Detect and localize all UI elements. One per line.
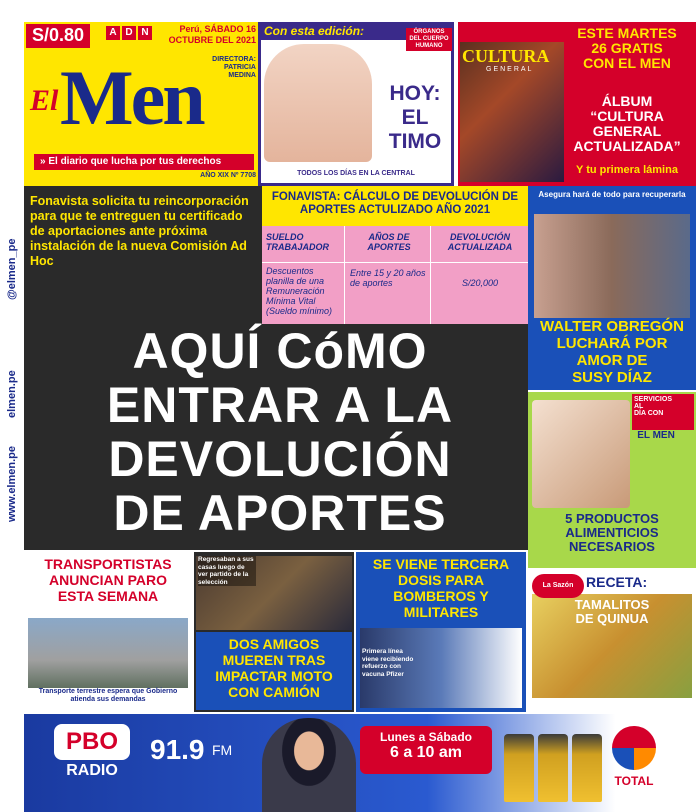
headline-line: WALTER OBREGÓN — [540, 318, 684, 335]
table-header: AÑOS DE APORTES — [367, 232, 411, 252]
headline-line: DEVOLUCIÓN — [108, 431, 452, 487]
radio-frequency: 91.9 — [150, 734, 205, 765]
issue-number: AÑO XIX Nº 7708 — [200, 172, 256, 179]
organos-badge — [406, 28, 452, 51]
cultura-promo-text — [560, 26, 694, 71]
table-divider — [262, 262, 528, 263]
logo-el: El — [30, 84, 59, 117]
cultura-title: CULTURA — [462, 46, 550, 66]
couple-photo — [534, 214, 690, 318]
hoy-line: HOY: — [389, 82, 441, 105]
table-cell: Entre 15 y 20 años de aportes — [350, 268, 426, 288]
kitchen-photo — [532, 400, 630, 508]
headline-line: TRANSPORTISTAS — [44, 556, 172, 572]
badge-line: ÓRGANOS — [413, 29, 445, 35]
total-label: TOTAL — [614, 774, 654, 788]
refund-table-title: FONAVISTA: CÁLCULO DE DEVOLUCIÓN DE APORTES ACTULIZADO AÑO 2021 — [262, 186, 528, 226]
headline-line: IMPACTAR MOTO — [215, 668, 333, 684]
edition-footer: TODOS LOS DÍAS EN LA CENTRAL — [297, 170, 415, 177]
headline-line: 5 PRODUCTOS — [565, 511, 659, 526]
badge-line: AL — [634, 403, 644, 410]
schedule-badge — [360, 726, 492, 774]
transport-caption: Transporte terrestre espera que Gobierno atienda sus demandas — [38, 688, 178, 703]
buses-photo — [28, 618, 188, 688]
sazon-logo: La Sazón — [532, 574, 584, 598]
vaccine-headline — [358, 556, 524, 620]
headline-line: NECESARIOS — [569, 539, 655, 554]
promo-line: 26 GRATIS — [591, 40, 663, 56]
recipe-headline — [532, 598, 692, 626]
headline-line: AQUÍ CóMO — [132, 323, 428, 379]
table-cell: Descuentos planilla de una Remuneración Mínima Vital (Sueldo mínimo) — [266, 266, 333, 316]
hoy-el-timo — [378, 82, 452, 154]
headline-line: DE APORTES — [113, 485, 447, 541]
schedule-days: Lunes a Sábado — [379, 730, 473, 744]
twitter-label: @elmen_pe — [6, 238, 18, 300]
oil-bottle-image — [538, 734, 568, 802]
headline-line: MILITARES — [403, 604, 479, 620]
badge-line: SERVICIOS — [634, 396, 672, 403]
hoy-line: EL — [401, 106, 429, 129]
director-name: PATRICIA — [223, 64, 256, 71]
main-headline — [40, 324, 520, 540]
logo-men: Men — [60, 54, 203, 141]
adn-badge — [106, 26, 152, 40]
headline-line: ENTRAR A LA — [106, 377, 454, 433]
accident-kicker: Regresaban a sus casas luego de ver partido de la selección — [198, 556, 256, 586]
servicios-badge — [632, 394, 694, 430]
transport-headline — [26, 556, 190, 604]
director-name: MEDINA — [228, 72, 256, 79]
facebook-label: elmen.pe — [6, 370, 18, 418]
badge-line: HUMANO — [415, 43, 443, 49]
oil-bottle-image — [504, 734, 534, 802]
accident-headline — [196, 632, 352, 710]
headline-line: TAMALITOS — [574, 597, 650, 612]
hoy-line: TIMO — [388, 130, 442, 153]
date-line: OCTUBRE DEL 2021 — [168, 35, 256, 45]
primera-lamina: Y tu primera lámina — [576, 164, 678, 176]
productos-headline — [530, 512, 694, 554]
table-divider — [344, 226, 345, 324]
headline-line: AMOR DE — [576, 352, 648, 369]
headline-line: MUEREN TRAS — [222, 652, 326, 668]
cultura-subtitle: GENERAL — [486, 66, 534, 73]
lead-text: Fonavista solicita tu reincorporación para que te entreguen tu certificado de aportaciones ante próxima instalación de la nueva Comisión Ad Hoc — [30, 194, 249, 268]
servicios-brand: EL MEN — [637, 430, 675, 441]
website-label: www.elmen.pe — [6, 445, 18, 522]
radio-label: RADIO — [66, 762, 118, 779]
tagline: » El diario que lucha por tus derechos — [34, 154, 254, 170]
badge-line: DEL CUERPO — [409, 36, 449, 42]
headline-line: SUSY DÍAZ — [572, 369, 652, 386]
headline-line: ESTA SEMANA — [57, 588, 159, 604]
price-tag: S/0.80 — [26, 24, 90, 48]
adn-letter: A — [106, 26, 120, 40]
table-cell: S/20,000 — [461, 278, 499, 288]
album-line: ÁLBUM — [601, 93, 653, 109]
headline-line: DOSIS PARA — [397, 572, 485, 588]
pbo-logo: PBO — [54, 724, 130, 760]
adn-letter: N — [138, 26, 152, 40]
fm-label: FM — [212, 742, 233, 758]
edition-header: Con esta edición: — [258, 22, 454, 40]
headline-line: BOMBEROS Y — [393, 588, 489, 604]
date-line: Perú, SÁBADO 16 — [179, 24, 256, 34]
table-divider — [430, 226, 431, 324]
badge-line: DÍA CON — [634, 410, 664, 417]
headline-line: DOS AMIGOS — [228, 636, 320, 652]
host-photo — [262, 718, 356, 812]
headline-line: LUCHARÁ POR — [556, 335, 668, 352]
issue-date — [160, 24, 256, 46]
headline-line: ANUNCIAN PARO — [49, 572, 167, 588]
album-line: “CULTURA — [590, 108, 664, 124]
total-logo-icon — [612, 726, 656, 770]
promo-line: ESTE MARTES — [577, 25, 677, 41]
vaccine-caption: Primera línea viene recibiendo refuerzo con vacuna Pfizer — [362, 648, 414, 678]
headline-line: ALIMENTICIOS — [565, 525, 659, 540]
el-men-logo — [30, 50, 230, 150]
anatomy-torso-image — [264, 44, 372, 162]
headline-line: SE VIENE TERCERA — [372, 556, 510, 572]
cultura-album-text — [560, 94, 694, 154]
headline-line: DE QUINUA — [575, 611, 649, 626]
side-strip — [0, 0, 24, 812]
album-line: ACTUALIZADA” — [573, 138, 681, 154]
headline-line: CON CAMIÓN — [228, 684, 320, 700]
director-label: DIRECTORA: — [212, 56, 256, 63]
susy-headline — [530, 318, 694, 386]
susy-kicker: Asegura hará de todo para recuperarla — [538, 190, 686, 199]
oil-bottle-image — [572, 734, 602, 802]
table-header: DEVOLUCIÓN ACTUALIZADA — [447, 232, 513, 252]
album-line: GENERAL — [592, 123, 662, 139]
adn-letter: D — [122, 26, 136, 40]
recipe-label: RECETA: — [586, 574, 648, 590]
promo-line: CON EL MEN — [583, 55, 671, 71]
table-header: SUELDO TRABAJADOR — [266, 232, 329, 252]
schedule-hours: 6 a 10 am — [389, 744, 463, 761]
